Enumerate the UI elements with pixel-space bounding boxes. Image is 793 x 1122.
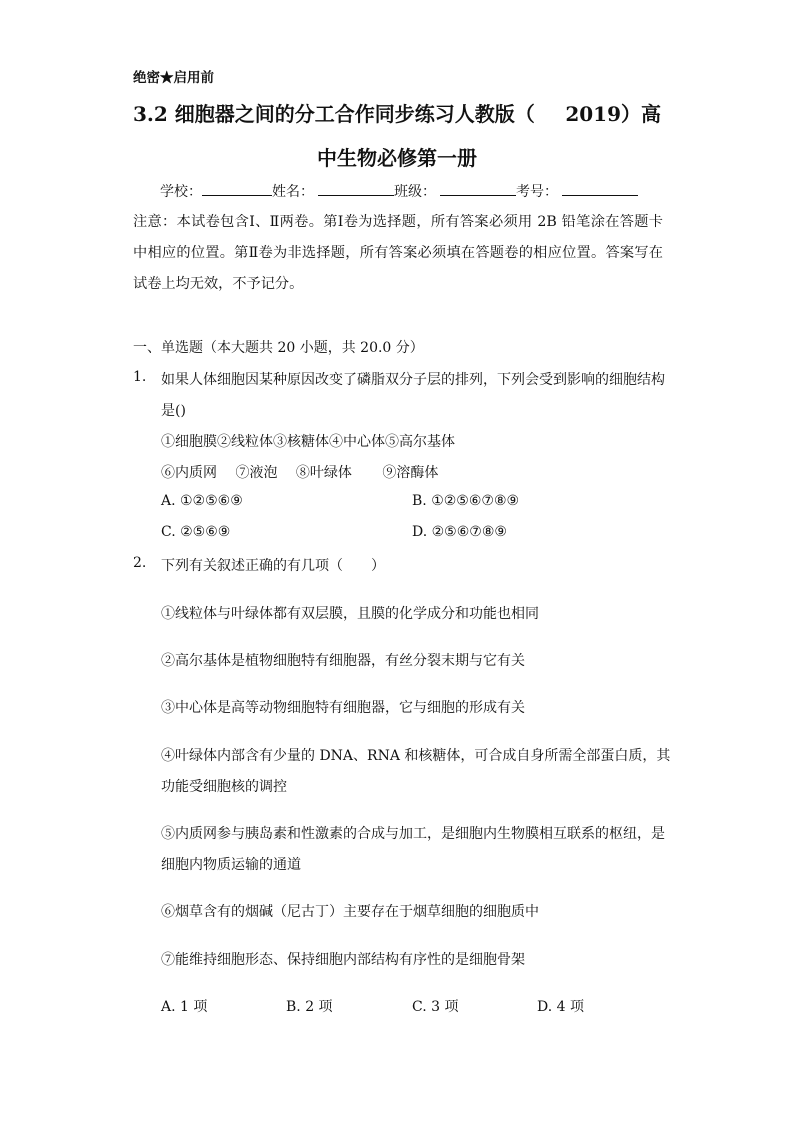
school-blank[interactable] bbox=[202, 181, 272, 196]
title-line1-right: 2019）高 bbox=[565, 102, 661, 126]
id-label: 考号： bbox=[516, 184, 558, 200]
question-2-statement-6: ⑥烟草含有的烟碱（尼古丁）主要存在于烟草细胞的细胞质中 bbox=[161, 904, 539, 920]
page-title-line1 bbox=[133, 98, 661, 127]
question-2-option-a[interactable]: A. 1 项 bbox=[161, 999, 208, 1015]
school-label: 学校： bbox=[160, 184, 202, 200]
section-title: 一、单选题（本大题共 20 小题，共 20.0 分） bbox=[133, 340, 424, 356]
secret-label: 绝密★启用前 bbox=[133, 70, 214, 86]
question-2-option-d[interactable]: D. 4 项 bbox=[537, 999, 584, 1015]
question-1-option-c[interactable]: C. ②⑤⑥⑨ bbox=[161, 524, 231, 540]
question-2-option-c[interactable]: C. 3 项 bbox=[412, 999, 459, 1015]
page-title-line2: 中生物必修第一册 bbox=[317, 146, 477, 170]
question-2-option-b[interactable]: B. 2 项 bbox=[286, 999, 333, 1015]
question-1-stem-line2: 是() bbox=[161, 403, 186, 419]
question-2-statement-2: ②高尔基体是植物细胞特有细胞器，有丝分裂末期与它有关 bbox=[161, 653, 525, 669]
class-label: 班级： bbox=[394, 184, 436, 200]
item-9: ⑨溶酶体 bbox=[382, 465, 439, 481]
question-1-items-line2 bbox=[161, 462, 438, 482]
question-1-option-a[interactable]: A. ①②⑤⑥⑨ bbox=[161, 493, 243, 509]
question-2-stem: 下列有关叙述正确的有几项（ ） bbox=[161, 558, 385, 574]
class-blank[interactable] bbox=[440, 181, 516, 196]
id-blank[interactable] bbox=[562, 181, 638, 196]
question-2-number: 2. bbox=[133, 555, 147, 571]
item-8: ⑧叶绿体 bbox=[295, 465, 352, 481]
question-2-statement-4-line1: ④叶绿体内部含有少量的 DNA、RNA 和核糖体，可合成自身所需全部蛋白质，其 bbox=[161, 748, 671, 764]
name-label: 姓名： bbox=[272, 184, 314, 200]
question-2-statement-5-line1: ⑤内质网参与胰岛素和性激素的合成与加工，是细胞内生物膜相互联系的枢纽，是 bbox=[161, 826, 665, 842]
question-1-option-d[interactable]: D. ②⑤⑥⑦⑧⑨ bbox=[412, 524, 507, 540]
question-1-items-line1: ①细胞膜②线粒体③核糖体④中心体⑤高尔基体 bbox=[161, 434, 455, 450]
item-6: ⑥内质网 bbox=[161, 465, 217, 481]
title-line1-left: 3.2 细胞器之间的分工合作同步练习人教版（ bbox=[133, 102, 535, 126]
question-2-statement-4-line2: 功能受细胞核的调控 bbox=[161, 779, 287, 795]
question-1-number: 1. bbox=[133, 369, 147, 385]
question-2-statement-1: ①线粒体与叶绿体都有双层膜，且膜的化学成分和功能也相同 bbox=[161, 606, 539, 622]
name-blank[interactable] bbox=[318, 181, 394, 196]
item-7: ⑦液泡 bbox=[235, 465, 278, 481]
question-2-statement-7: ⑦能维持细胞形态、保持细胞内部结构有序性的是细胞骨架 bbox=[161, 952, 525, 968]
question-1-stem-line1: 如果人体细胞因某种原因改变了磷脂双分子层的排列，下列会受到影响的细胞结构 bbox=[161, 372, 665, 388]
student-info-row bbox=[160, 181, 638, 201]
question-1-option-b[interactable]: B. ①②⑤⑥⑦⑧⑨ bbox=[412, 493, 520, 509]
question-2-statement-5-line2: 细胞内物质运输的通道 bbox=[161, 857, 301, 873]
exam-notice: 注意：本试卷包含Ⅰ、Ⅱ两卷。第Ⅰ卷为选择题，所有答案必须用 2B 铅笔涂在答题卡中相应的位置。第Ⅱ卷为非选择题，所有答案必须填在答题卷的相应位置。答案写在试卷上均无效，不予记分。 bbox=[133, 214, 663, 292]
question-2-statement-3: ③中心体是高等动物细胞特有细胞器，它与细胞的形成有关 bbox=[161, 700, 525, 716]
